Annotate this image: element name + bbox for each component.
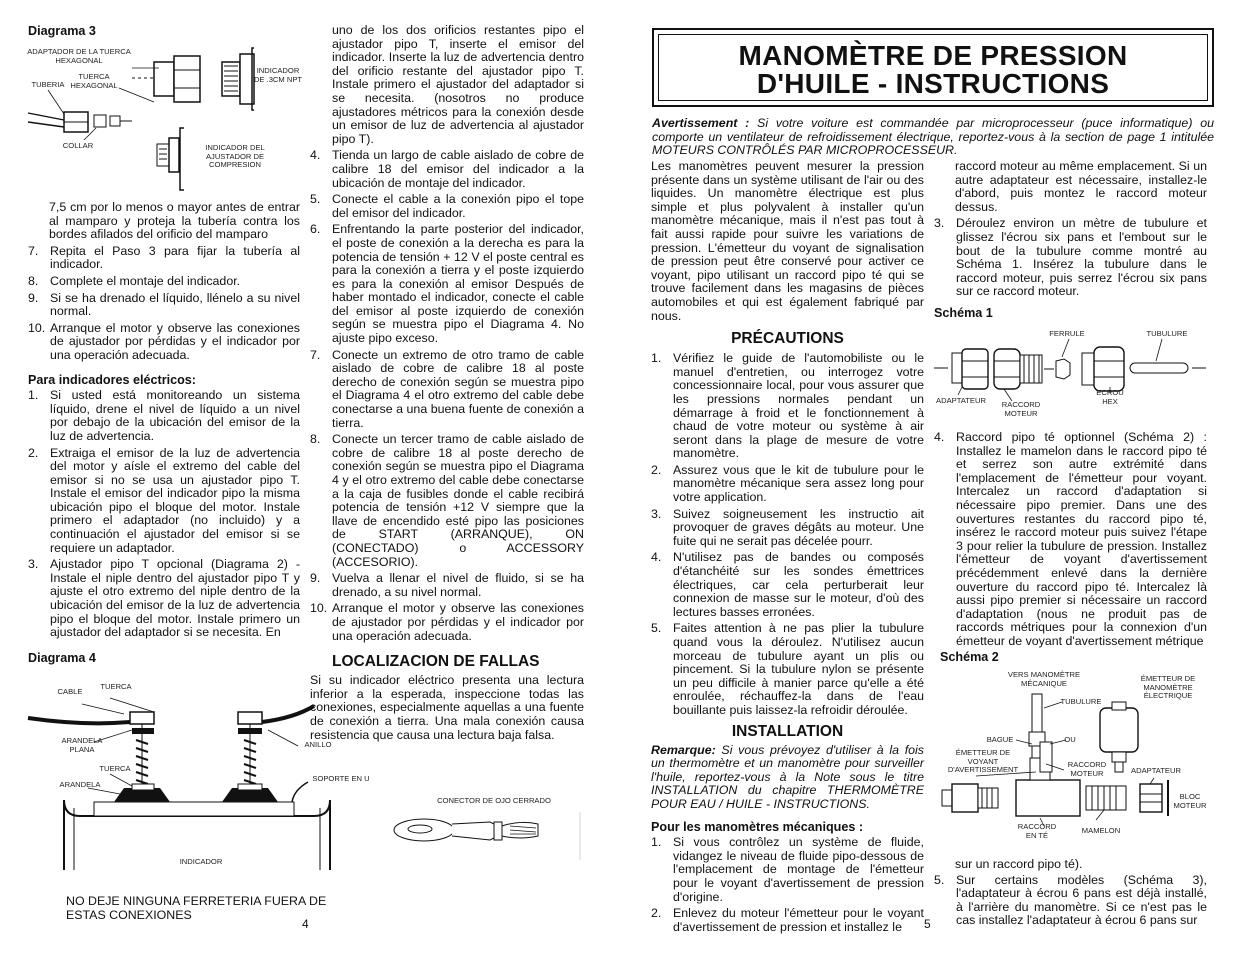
list-item: 9. Si se ha drenado el líquido, llénelo a su nivel normal. <box>28 290 300 319</box>
col1-continuation: 7,5 cm por lo menos o mayor antes de entrar al mamparo y proteja la tubería contra los bordes afilados del orificio del mamparo <box>49 200 300 242</box>
mech-heading: Pour les manomètres mécaniques : <box>651 819 864 834</box>
ring-connector-drawing <box>390 808 586 860</box>
schema2-label-raccord-moteur: RACCORD MOTEUR <box>1067 760 1107 778</box>
right-column-1 <box>651 160 924 937</box>
electric-heading: Para indicadores eléctricos: <box>28 372 196 387</box>
diagram3-label-tuberia: TUBERIA <box>31 80 65 89</box>
remarque-label: Remarque: <box>651 742 716 757</box>
remarque-text: Si vous prévoyez d'utiliser à la fois un thermomètre et un manomètre pour surveiller l'huile, reportez-vous à la Note sous le titre INSTALLATION du chapitre THERMOMÈTRE POUR EAU / HUILE - INSTRUCTIONS. <box>651 742 924 811</box>
diagram4-label-arandela: ARANDELA <box>59 780 101 789</box>
intro-text: Les manomètres peuvent mesurer la pression présente dans un système utilisant de l'air ou des liquides. Un manomètre électrique est plus simple et plus polyvalent à installer qu'un manomètre mécanique, mais il n'est pas tout à fait aussi rapide pour suivre les variations de pression. L'émetteur du voyant de signalisation de pression peut être conservé pour activer ce voyant, pipo utilisant un raccord pipo té qui se trouve facilement dans les magasins de pièces automobiles et qui est également fabriqué par nous. <box>651 159 924 323</box>
list-item: 5. Faites attention à ne pas plier la tubulure quand vous la déroulez. N'utilisez aucun morceau de tubulure ayant un plis ou pincement. Si la tubulure nylon se présente un peu difficile à manier parce qu'elle a été enroulée, réchauffez-la dans de l'eau bouillante puis laissez-la refroidir déroulée. <box>651 621 924 717</box>
diagram4-label-indicador: INDICADOR <box>179 857 223 866</box>
list-item: 3. Ajustador pipo T opcional (Diagrama 2) - Instale el niple dentro del ajustador pipo T y ajuste el otro extremo del niple dentro de la ubicación del emisor de la luz de advertencia pipo el bloque del motor. Instale primero un ajustador del adaptador si se necesita. En <box>28 557 300 640</box>
diagram4-label-tuerca-1: TUERCA <box>100 682 132 691</box>
diagram3-label-tuerca: TUERCA HEXAGONAL <box>70 72 118 90</box>
title-box <box>652 28 1214 107</box>
list-item: 6. Enfrentando la parte posterior del indicador, el poste de conexión a la derecha es para la potencia de tensión + 12 V el poste central es para la conexión a tierra y el poste izquierdo es para la conexión al emisor Después de haber montado el indicador, conecte el cable del emisor al poste izquierdo de conexión según se muestra pipo el Diagrama 4. No ajuste pipo exceso. <box>310 222 584 346</box>
col4-final-block <box>934 858 1207 931</box>
list-item: 4. N'utilisez pas de bandes ou composés d'étanchéité sur les sondes émettrices électriques, car cela perturberait leur connexion de masse sur le moteur, d'où des lectures basses erronées. <box>651 550 924 619</box>
list-item: 2. Extraiga el emisor de la luz de advertencia del motor y aísle el extremo del cable del emisor si no se usa un ajustador pipo T. Instale el emisor del indicador pipo la misma ubicación pipo el bloque del motor. Instale primero el adaptador (no incluido) y a continuación el ajustador del emisor si se requiere un adaptador. <box>28 445 300 555</box>
col2-steps <box>310 149 584 643</box>
schema2-heading: Schéma 2 <box>940 650 999 664</box>
diagram4-label-anillo: ANILLO <box>304 740 332 749</box>
schema2-label-elec: ÉMETTEUR DE MANOMÈTRE ÉLECTRIQUE <box>1140 674 1196 701</box>
col1-steps <box>28 245 300 363</box>
list-item: 7. Repita el Paso 3 para fijar la tubería al indicador. <box>28 243 300 272</box>
list-item: 10. Arranque el motor y observe las conexiones de ajustador por pérdidas y el indicador por una operación adecuada. <box>310 601 584 643</box>
list-item: 3. Suivez soigneusement les instructio ait provoquer de graves dégâts au moteur. Une fuite qui ne serait pas décelée pourr. <box>651 506 924 548</box>
list-item: 5. Sur certains modèles (Schéma 3), l'adaptateur à écrou 6 pans est déjà installé, à l'arrière du manomètre. Si ce n'est pas le cas installez l'adaptateur à écrou 6 pans sur <box>934 872 1207 928</box>
precautions-list <box>651 352 924 717</box>
schema1-label-adaptateur: ADAPTATEUR <box>936 396 986 405</box>
diagram4-label-cable: CABLE <box>57 687 83 696</box>
schema2-label-adaptateur: ADAPTATEUR <box>1131 766 1181 775</box>
diagram4-heading: Diagrama 4 <box>28 651 96 665</box>
schema1-label-ecrou: ECROU HEX <box>1096 388 1124 406</box>
list-item: 9. Vuelva a llenar el nivel de fluido, si se ha drenado, a su nivel normal. <box>310 571 584 599</box>
list-item: 1. Vérifiez le guide de l'automobiliste ou le manuel d'entretien, ou interrogez votre concessionnaire local, pour vous assurer que les pressions normales pendant un démarrage à froid et le fonctionnement à chaud de votre moteur ou système à air seront dans la plage de mesure de votre manomètre. <box>651 351 924 461</box>
col4-step4-block <box>934 431 1207 652</box>
list-item: 3. Déroulez environ un mètre de tubulure et glissez l'écrou six pans et l'embout sur le bout de la tubulure comme montré au Schéma 1. Insérez la tubulure dans le raccord moteur, puis serrez l'écrou six pans sur ce raccord moteur. <box>934 216 1207 299</box>
mech-steps <box>651 836 924 934</box>
schema2-label-emetteur-voyant: ÉMETTEUR DE VOYANT D'AVERTISSEMENT <box>947 748 1019 775</box>
diagram4-warning: NO DEJE NINGUNA FERRETERIA FUERA DE ESTAS CONEXIONES <box>66 894 327 922</box>
diagram3-label-adaptador: ADAPTADOR DE LA TUERCA HEXAGONAL <box>27 47 131 65</box>
diagram4-label-arandela-plana: ARANDELA PLANA <box>61 736 103 754</box>
remarque-paragraph <box>651 744 924 812</box>
left-column-2 <box>310 24 584 742</box>
localizacion-heading: LOCALIZACION DE FALLAS <box>332 653 540 671</box>
installation-heading: INSTALLATION <box>731 722 844 740</box>
warning-label: Avertissement : <box>652 116 750 130</box>
list-item: 7. Conecte un extremo de otro tramo de cable aislado de cobre de calibre 18 al poste derecho de conexión según se muestra pipo el Diagrama 4 el otro extremo del cable debe conectarse a una buena fuente de conexión a tierra. <box>310 347 584 430</box>
col4-after: sur un raccord pipo té). <box>955 857 1083 871</box>
schema2-label-tubulure: TUBULURE <box>1060 697 1102 706</box>
page-title: MANOMÈTRE DE PRESSION D'HUILE - INSTRUCTIONS <box>738 40 1128 99</box>
localizacion-text: Si su indicador eléctrico presenta una lectura inferior a la esperada, inspeccione todas las conexiones, especialmente aquellas a una fuente de conexión a tierra. Una mala conexión causa resistencia que causa una lectura baja falsa. <box>310 673 584 742</box>
schema2-label-ou: OU <box>1064 735 1076 744</box>
col2-continuation: uno de los dos orificios restantes pipo el ajustador pipo T, inserte el emisor del indicador. Inserte la luz de advertencia dentro del orificio restante del ajustador pipo T. Instale primero el ajustador del adaptador si se necesita. (nosotros no produce ajustadores métricos para la conexión desde un emisor de luz de advertencia al ajustador pipo T). <box>332 23 584 146</box>
left-column-1 <box>28 201 300 643</box>
schema1-label-ferrule: FERRULE <box>1049 329 1085 338</box>
schema2-label-bloc: BLOC MOTEUR <box>1173 792 1207 810</box>
precautions-heading: PRÉCAUTIONS <box>731 330 844 348</box>
schema2-label-raccord-te: RACCORD EN TÉ <box>1017 822 1057 840</box>
diagram3-label-indicador-npt: INDICADOR DE .3CM NPT <box>253 66 303 84</box>
page-number-right: 5 <box>924 917 931 931</box>
diagram4-label-tuerca-2: TUERCA <box>99 764 131 773</box>
list-item: 2. Assurez vous que le kit de tubulure pour le manomètre mécanique sera assez long pour votre application. <box>651 462 924 505</box>
list-item: 1. Si vous contrôlez un système de fluide, vidangez le niveau de fluide pipo-dessous de l'emplacement de montage de l'émetteur pour le voyant d'avertissement de pression d'origine. <box>651 835 924 904</box>
list-item: 8. Conecte un tercer tramo de cable aislado de cobre de calibre 18 al poste derecho de conexión según se muestra pipo el Diagrama 4 y el otro extremo del cable debe conectarse a la caja de fusibles donde el cable recibirá potencia de tensión +12 V siempre que la llave de encendido esté pipo las posiciones de START (ARRANQUE), ON (CONECTADO) o ACCESSORY (ACCESORIO). <box>310 432 584 569</box>
schema2-label-mamelon: MAMELON <box>1081 826 1121 835</box>
warning-text: Si votre voiture est commandée par microprocesseur (puce informatique) ou comporte un ventilateur de refroidissement électrique, reportez-vous à la section de page 1 intitulée MOTEURS CONTRÔLÉS PAR MICROPROCESSEUR. <box>652 116 1214 158</box>
list-item: 1. Si usted está monitoreando un sistema líquido, drene el nivel de líquido a un nivel por debajo de la ubicación del emisor de la luz de advertencia. <box>28 388 300 443</box>
diagram3-label-collar: COLLAR <box>62 141 94 150</box>
schema2-label-bague: BAGUE <box>986 735 1014 744</box>
schema1-label-tubulure: TUBULURE <box>1146 329 1188 338</box>
diagram4-label-conector: CONECTOR DE OJO CERRADO <box>437 796 551 805</box>
schema1-label-raccord: RACCORD MOTEUR <box>1001 400 1041 418</box>
right-column-2 <box>934 160 1207 302</box>
list-item: 4. Tienda un largo de cable aislado de cobre de calibre 18 del emisor del indicador a la ubicación de montaje del indicador. <box>310 148 584 190</box>
warning-paragraph <box>652 117 1214 158</box>
diagram3-heading: Diagrama 3 <box>28 24 96 38</box>
schema1-heading: Schéma 1 <box>934 306 993 320</box>
list-item: 2. Enlevez du moteur l'émetteur pour le voyant d'avertissement de pression et installez le <box>651 906 924 934</box>
list-item: 5. Conecte el cable a la conexión pipo el tope del emisor del indicador. <box>310 192 584 220</box>
list-item: 4. Raccord pipo té optionnel (Schéma 2) : Installez le mamelon dans le raccord pipo té et serrez son autre extrémité dans l'emplacement de l'émetteur pour voyant. Intercalez un raccord d'adaptation si nécessaire pipo premier. Dans une des ouvertures restantes du raccord pipo té, insérez le raccord moteur puis suivez l'étape 3 pour relier la tubulure de pression. Installez l'émetteur de voyant d'avertissement précédemment enlevé dans la dernière ouverture du raccord pipo té. Intercalez là aussi pipo premier si nécessaire un raccord d'adaptation (nous ne produit pas de raccords métriques pour la connexion d'un émetteur de voyant d'avertissement métrique <box>934 430 1207 648</box>
diagram4-label-soporte: SOPORTE EN U <box>312 774 370 783</box>
page-number-left: 4 <box>302 917 309 931</box>
diagram3-label-indicador-ajustador: INDICADOR DEL AJUSTADOR DE COMPRESION <box>205 143 265 170</box>
col4-continuation: raccord moteur au même emplacement. Si un autre adaptateur est nécessaire, installez-le d'abord, puis montez le raccord moteur dessus. <box>955 159 1207 214</box>
electric-steps <box>28 389 300 640</box>
list-item: 8. Complete el montaje del indicador. <box>28 273 241 288</box>
list-item: 10. Arranque el motor y observe las conexiones de ajustador por pérdidas y el indicador por una operación adecuada. <box>28 320 300 362</box>
schema2-label-mano: VERS MANOMÈTRE MÉCANIQUE <box>1007 670 1081 688</box>
